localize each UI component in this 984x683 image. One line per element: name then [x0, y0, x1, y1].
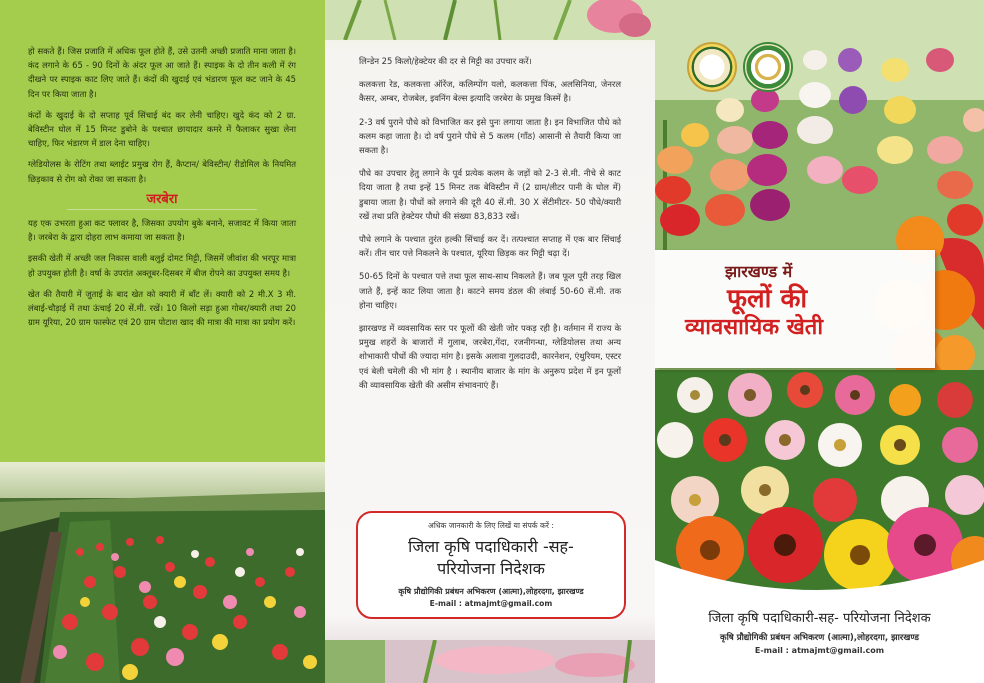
paragraph: कलकत्ता रेड, कलकत्ता ऑरेंज, कलिम्पोंग यलो, कलकत्ता पिंक, अलसिनिया, जेनरल कैसर, अम्बर, रोजबेल, इवनिंग बेल्स इत्यादि जरबेरा के प्रमुख किस्में है।	[359, 79, 621, 104]
cover-footer-organization: कृषि प्रौद्योगिकी प्रबंधन अभिकरण (आत्मा),लोहरदगा, झारखण्ड	[719, 633, 920, 643]
cover-title-band	[655, 250, 935, 368]
cover-footer-designation: जिला कृषि पदाधिकारी-सह- परियोजना निदेशक	[708, 611, 931, 626]
paragraph: पौधे का उपचार हेतु लगाने के पूर्व प्रत्येक कलम के जड़ों को 2-3 से.मी. नीचे से काट दिया जाता है तथा इन्हें 15 मिनट तक बेविस्टीन में (2 ग्राम/लीटर पानी के घोल में) डुबाया जाता है। पौधों को लगाने की दूरी 40 सें.मी. 30 X सेंटीमीटर- 50 पौधे/क्यारी रखें तथा प्रति हेक्टेयर पौधो की संख्या 83,833 रखें।	[359, 168, 621, 221]
paragraph: ग्लेडियोलस के रोटिंग तथा ब्लाईट प्रमुख रोग हैं, कैप्टान/ बेविस्टीन/ रीडोमिल के नियमित छिड़काव से रोग को रोका जा सकता है।	[28, 159, 296, 184]
section-heading-gerbera: जरबेरा	[28, 193, 296, 210]
panel-middle-text	[359, 54, 621, 401]
paragraph: पौधे लगाने के पश्चात तुरंत हल्की सिंचाई कर दें। तत्पश्चात सप्ताह में एक बार सिंचाई करें। तीन चार पत्ते निकलने के पश्चात, यूरिया छिड़क कर मिट्टी चढ़ा दें।	[359, 234, 621, 259]
cover-footer	[655, 600, 984, 683]
panel-left-text	[28, 44, 296, 336]
paragraph: 50-65 दिनों के पश्चात पत्ते तथा फूल साथ-साथ निकलते हैं। जब फूल पूरी तरह खिल जाते हैं, इन्हें काट लिया जाता है। काटने समय डंठल की लंबाई 50-60 सें.मी. तक होना चाहिए।	[359, 271, 621, 310]
greenhouse-photo	[0, 462, 325, 683]
contact-intro: अधिक जानकारी के लिए लिखें या संपर्क करें :	[428, 521, 554, 530]
bottom-flowers-art	[325, 640, 655, 683]
contact-box	[356, 511, 626, 619]
paragraph: 2-3 वर्ष पुराने पौधे को विभाजित कर इसे पुनः लगाया जाता है। इन विभाजित पौधे को कलम कहा जाता है। दो वर्ष पुराने पौधे से 5 कलम (गाँठ) आसानी से तैयारी किया जा सकता है।	[359, 116, 621, 156]
contact-organization: कृषि प्रौद्योगिकी प्रबंधन अभिकरण (आत्मा),लोहरदगा, झारखण्ड	[398, 587, 584, 596]
cover-footer-email: E-mail : atmajmt@gmail.com	[754, 646, 885, 655]
paragraph: इसकी खेती में अच्छी जल निकास वाली बलुई दोमट मिट्टी, जिसमें जीवांश की भरपूर मात्रा हो उपयुक्त होती है। वर्षा के उपरांत अक्तूबर-दिसबर में बीज रोपने का उपयुक्त समय है।	[28, 253, 296, 278]
gerbera-flowers-art	[0, 462, 325, 683]
paragraph: लिन्डेन 25 किलो/हेक्टेयर की दर से मिट्टी का उपचार करें।	[359, 56, 532, 66]
paragraph: यह एक उभरता हुआ कट फ्लावर है, जिसका उपयोग बुके बनाने, सजावट में किया जाता है। जरबेरा के द्वारा दोहरा लाभ कमाया जा सकता है।	[28, 218, 296, 243]
paragraph: कंदों के खुदाई के दो सप्ताह पूर्व सिंचाई बंद कर लेनी चाहिए। खुदे कंद को 2 ग्रा. बेविस्टीन घोल में 15 मिनट डुबोने के पश्चात छायादार कमरे में फैलाकर सुखा लेना चाहिए, फिर भंडारण में डाल देना चाहिए।	[28, 109, 296, 149]
contact-email: E-mail : atmajmt@gmail.com	[429, 599, 553, 608]
cover-title-main: व्यावसायिक खेती	[685, 315, 824, 340]
department-seal-icon	[687, 42, 737, 92]
jharkhand-emblem-icon	[743, 42, 793, 92]
panel-left	[0, 0, 325, 683]
paragraph: खेत की तैयारी में जुताई के बाद खेत को क्यारी में बाँट लें। क्यारी को 2 मी.X 3 मी. लंबाई-चौड़ाई में तथा ऊंचाई 20 सें.मी. रखें। 10 किलो सड़ा हुआ गोबर/क्यारी तथा 20 ग्राम यूरिया, 20 ग्राम फास्फेट एवं 20 ग्राम पोटाश खाद की मात्रा की मात्रा का प्रयोग करें।	[28, 288, 296, 328]
panel-cover	[655, 0, 984, 683]
gladiolus-stems-art	[325, 0, 655, 40]
panel-middle	[325, 0, 655, 683]
paragraph: झारखण्ड में व्यवसायिक स्तर पर फूलों की खेती जोर पकड़ रही है। वर्तमान में राज्य के प्रमुख शहरों के बाजारों में गुलाब, जरबेरा,गेंदा, रजनीगन्धा, ग्लेडियोलस तथा अन्य शोभाकारी पौधों की ज्यादा मांग है। इसके अलावा गुलदाउदी, कारनेशन, एंथुरियम, एस्टर एवं बेली चमेली की भी मांग है । स्थानीय बाजार के मांग के अनुरूप प्रदेश में इन फूलों की व्यावसायिक खेती की असीम संभावनाएं हैं।	[359, 323, 621, 390]
paragraph: हो सकते हैं। जिस प्रजाति में अधिक फूल होते हैं, उसे उतनी अच्छी प्रजाति माना जाता है। कंद लगाने के 65 - 90 दिनों के अंदर फूल आ जाते हैं। स्पाइक के दो तीन कली में रंग दीखने पर स्पाइक काट लिए जाते हैं। कंदों की खुदाई एवं भंडारण फूल कट जाने के 45 दिन पर किया जाता है।	[28, 46, 296, 99]
contact-designation-line1: जिला कृषि पदाधिकारी -सह-	[408, 537, 574, 556]
contact-designation-line2: परियोजना निदेशक	[437, 559, 545, 578]
cover-title-small: झारखण्ड में	[725, 262, 793, 281]
cover-title-big: फूलों की	[727, 284, 808, 314]
